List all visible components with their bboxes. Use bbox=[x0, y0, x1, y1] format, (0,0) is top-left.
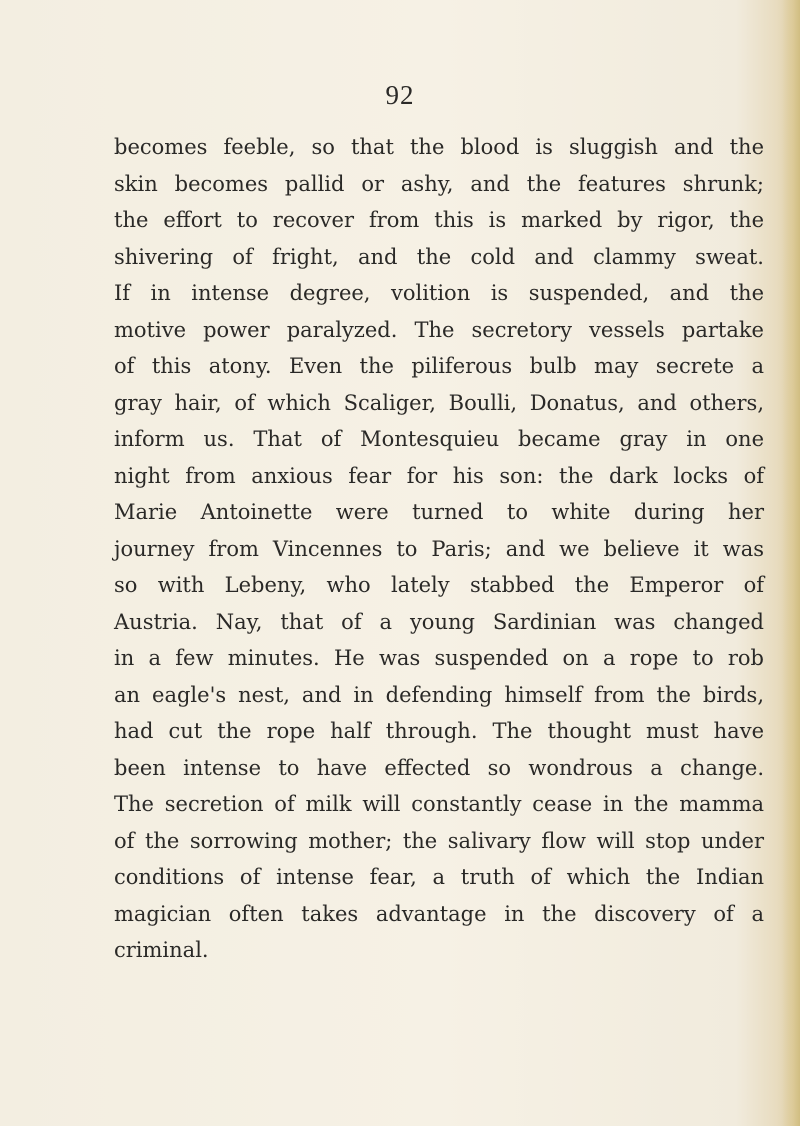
text-line: so with Lebeny, who lately stabbed the Emperor of bbox=[114, 573, 764, 597]
text-line: becomes feeble, so that the blood is sluggish and the bbox=[114, 135, 764, 159]
text-line: inform us. That of Montesquieu became gray in one bbox=[114, 427, 764, 451]
body-paragraph bbox=[114, 129, 764, 969]
text-line: gray hair, of which Scaliger, Boulli, Donatus, and others, bbox=[114, 390, 764, 415]
text-line: Austria. Nay, that of a young Sardinian was changed bbox=[114, 609, 764, 634]
text-line: journey from Vincennes to Paris; and we believe it was bbox=[114, 536, 764, 561]
text-line: motive power paralyzed. The secretory vessels partake bbox=[114, 317, 764, 342]
text-line: Marie Antoinette were turned to white during her bbox=[114, 500, 764, 524]
text-line: conditions of intense fear, a truth of which the Indian bbox=[114, 865, 764, 889]
page-edge-shadow bbox=[782, 0, 800, 1126]
text-line: of this atony. Even the piliferous bulb may secrete a bbox=[114, 354, 764, 378]
page-number: 92 bbox=[385, 80, 415, 110]
text-line: had cut the rope half through. The thought must have bbox=[114, 719, 764, 743]
text-line: If in intense degree, volition is suspended, and the bbox=[114, 281, 764, 305]
text-line: night from anxious fear for his son: the dark locks of bbox=[114, 463, 764, 488]
text-line: the effort to recover from this is marked by rigor, the bbox=[114, 208, 764, 232]
text-line: shivering of fright, and the cold and clammy sweat. bbox=[114, 244, 764, 269]
text-line: of the sorrowing mother; the salivary flow will stop under bbox=[114, 828, 764, 853]
text-line: criminal. bbox=[114, 938, 209, 962]
text-line: in a few minutes. He was suspended on a rope to rob bbox=[114, 646, 764, 670]
text-line: skin becomes pallid or ashy, and the features shrunk; bbox=[114, 171, 764, 196]
text-line: magician often takes advantage in the discovery of a bbox=[114, 901, 764, 926]
text-line: The secretion of milk will constantly cease in the mamma bbox=[114, 792, 764, 816]
text-line: an eagle's nest, and in defending himself from the birds, bbox=[114, 682, 764, 707]
text-line: been intense to have effected so wondrous a change. bbox=[114, 755, 764, 780]
